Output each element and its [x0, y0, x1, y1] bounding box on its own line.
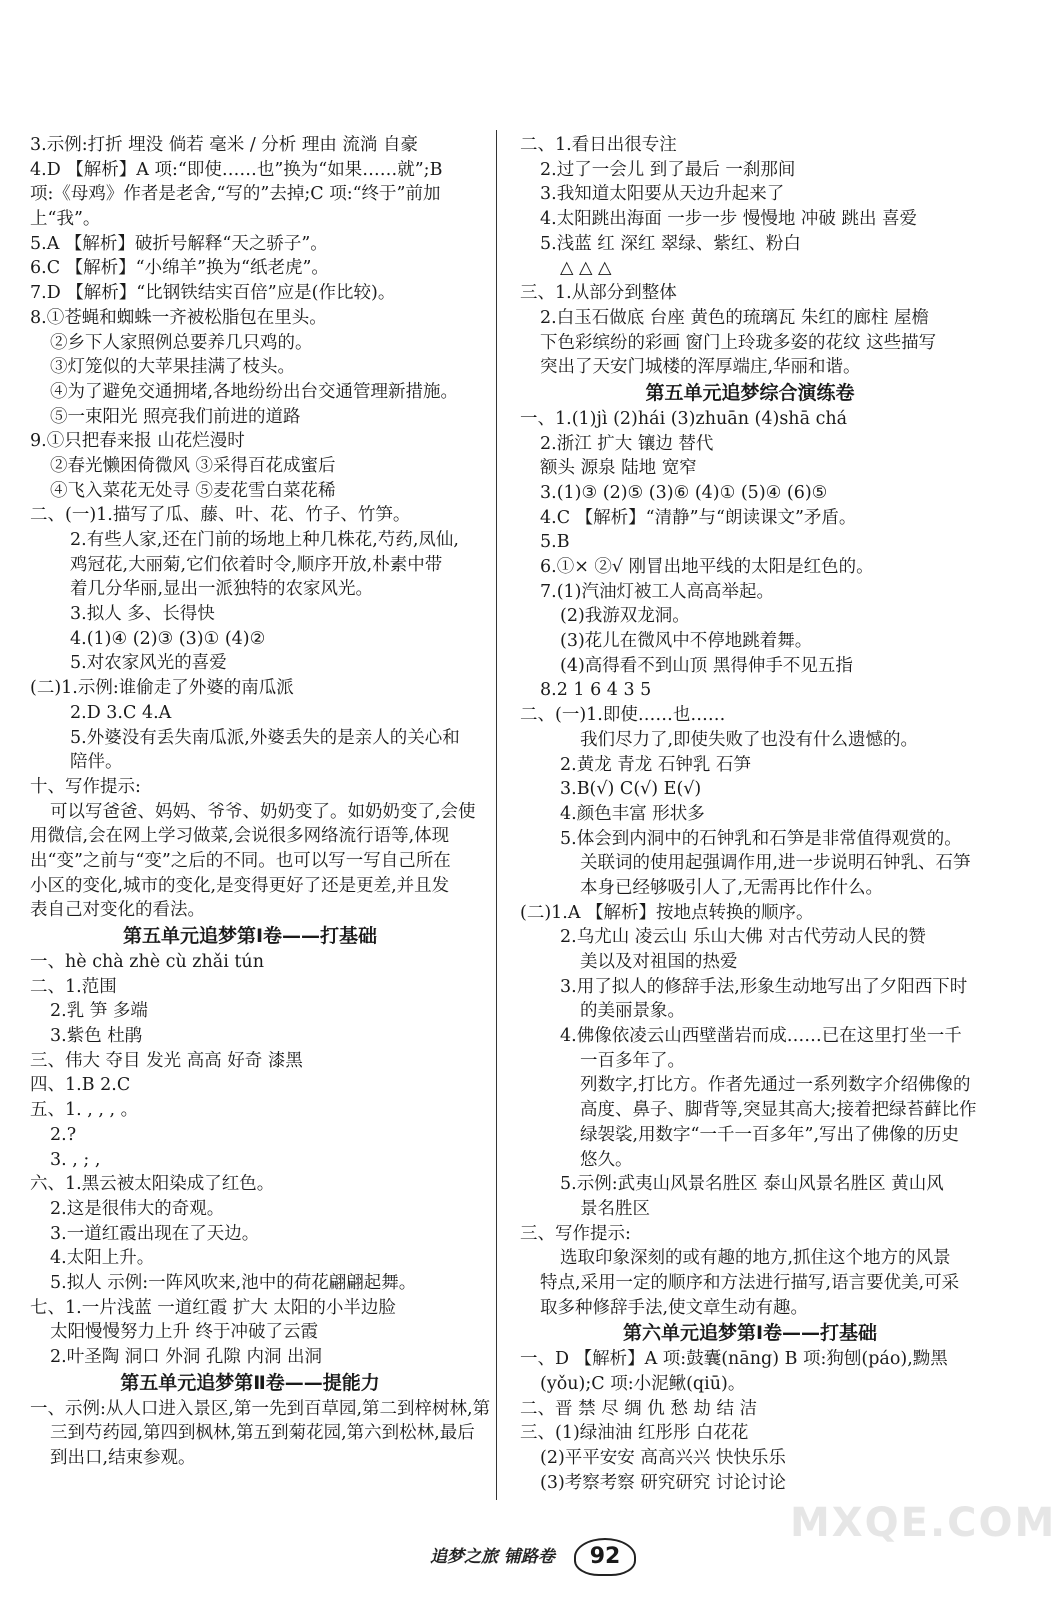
answer-line: 陪伴。	[70, 752, 123, 773]
answer-line: 3. , ; ,	[50, 1149, 101, 1170]
answer-line: 关联词的使用起强调作用,进一步说明石钟乳、石笋	[580, 853, 971, 874]
footer-logo: 追梦之旅 铺路卷	[430, 1547, 555, 1567]
section-heading: 第五单元追梦第Ⅱ卷——提能力	[120, 1371, 380, 1394]
answer-line: 一、D 【解析】A 项:鼓囊(nāng) B 项:狗刨(páo),黝黑	[520, 1349, 948, 1370]
answer-line: (二)1.示例:谁偷走了外婆的南瓜派	[30, 678, 294, 699]
left-column	[30, 133, 491, 1471]
section-heading: 第五单元追梦综合演练卷	[645, 381, 855, 404]
answer-line: ②乡下人家照例总要养几只鸡的。	[50, 332, 313, 353]
answer-line: 3.拟人 多、长得快	[70, 604, 215, 625]
answer-line: 2.乳 笋 多端	[50, 1001, 148, 1022]
answer-line: 三、写作提示:	[520, 1223, 631, 1244]
column-divider	[496, 130, 497, 1500]
answer-line: 六、1.黑云被太阳染成了红色。	[30, 1174, 275, 1195]
answer-line: 选取印象深刻的或有趣的地方,抓住这个地方的风景	[560, 1248, 951, 1269]
answer-line: 5.拟人 示例:一阵风吹来,池中的荷花翩翩起舞。	[50, 1272, 417, 1293]
answer-line: 4.(1)④ (2)③ (3)① (4)②	[70, 628, 266, 649]
answer-line: 三、(1)绿油油 红彤彤 白花花	[520, 1423, 749, 1444]
answer-line: 三到芍药园,第四到枫林,第五到菊花园,第六到松林,最后	[50, 1423, 475, 1444]
answer-line: 8.①苍蝇和蜘蛛一齐被松脂包在里头。	[30, 307, 327, 328]
answer-line: 8.2 1 6 4 3 5	[540, 680, 652, 701]
section-heading: 第五单元追梦第Ⅰ卷——打基础	[122, 925, 378, 947]
answer-line: ③灯笼似的大苹果挂满了枝头。	[50, 357, 295, 378]
answer-line: 太阳慢慢努力上升 终于冲破了云霞	[50, 1322, 319, 1343]
answer-line: 本身已经够吸引人了,无需再比作什么。	[580, 877, 884, 898]
answer-line: 绿袈裟,用数字“一千一百多年”,写出了佛像的历史	[580, 1124, 960, 1145]
answer-line: 2.乌尤山 凌云山 乐山大佛 对古代劳动人民的赞	[560, 927, 926, 948]
answer-line: (2)我游双龙洞。	[560, 606, 690, 627]
answer-line: 到出口,结束参观。	[50, 1448, 196, 1469]
answer-line: 5.A 【解析】破折号解释“天之骄子”。	[30, 233, 328, 254]
answer-line: 2.这是很伟大的奇观。	[50, 1198, 225, 1219]
answer-line: (3)考察考察 研究研究 讨论讨论	[540, 1472, 786, 1493]
answer-line: 突出了天安门城楼的浑厚端庄,华丽和谐。	[540, 357, 861, 378]
answer-line: 4.C 【解析】“清静”与“朗读课文”矛盾。	[540, 507, 857, 528]
answer-line: 悠久。	[580, 1149, 633, 1170]
answer-line: 列数字,打比方。作者先通过一系列数字介绍佛像的	[580, 1075, 971, 1096]
answer-line: 高度、鼻子、脚背等,突显其高大;接着把绿苔藓比作	[580, 1100, 977, 1121]
answer-line: 5.对农家风光的喜爱	[70, 653, 227, 674]
answer-line: 二、1.范围	[30, 976, 117, 997]
answer-line: ②春光懒困倚微风 ③采得百花成蜜后	[50, 455, 336, 476]
answer-line: 可以写爸爸、妈妈、爷爷、奶奶变了。如奶奶变了,会使	[50, 801, 476, 822]
right-column	[520, 133, 980, 1495]
answer-line: 3.B(√) C(√) E(√)	[560, 779, 702, 800]
answer-line: 项:《母鸡》作者是老舍,“写的”去掉;C 项:“终于”前加	[30, 184, 441, 205]
answer-line: 三、伟大 夺目 发光 高高 好奇 漆黑	[30, 1050, 303, 1071]
answer-line: 2.有些人家,还在门前的场地上种几株花,芍药,凤仙,	[70, 530, 459, 550]
answer-line: (4)高得看不到山顶 黑得伸手不见五指	[560, 655, 853, 676]
answer-line: 额头 源泉 陆地 宽窄	[540, 458, 697, 479]
section-heading: 第六单元追梦第Ⅰ卷——打基础	[622, 1322, 878, 1345]
answer-line: 着几分华丽,显出一派独特的农家风光。	[70, 579, 374, 600]
answer-line: ④为了避免交通拥堵,各地纷纷出台交通管理新措施。	[50, 381, 459, 402]
answer-line: 5.体会到内洞中的石钟乳和石笋是非常值得观赏的。	[560, 828, 962, 849]
answer-line: 7.D 【解析】“比钢铁结实百倍”应是(作比较)。	[30, 283, 396, 304]
answer-line: 2.白玉石做底 台座 黄色的琉璃瓦 朱红的廊柱 屋檐	[540, 307, 929, 328]
answer-line: △ △ △	[560, 258, 612, 279]
answer-line: 下色彩缤纷的彩画 窗门上玲珑多姿的花纹 这些描写	[540, 332, 937, 353]
answer-line: 3.紫色 杜鹃	[50, 1026, 143, 1047]
answer-line: 二、晋 禁 尽 绸 仇 愁 劫 结 洁	[520, 1398, 758, 1419]
answer-line: 2.黄龙 青龙 石钟乳 石笋	[560, 754, 751, 775]
answer-line: ④飞入菜花无处寻 ⑤麦花雪白菜花稀	[50, 480, 336, 501]
answer-line: 2.过了一会儿 到了最后 一刹那间	[540, 159, 796, 180]
answer-line: 鸡冠花,大丽菊,它们依着时令,顺序开放,朴素中带	[70, 554, 443, 575]
answer-line: 小区的变化,城市的变化,是变得更好了还是更差,并且发	[30, 875, 450, 896]
answer-line: (二)1.A 【解析】按地点转换的顺序。	[520, 902, 814, 923]
answer-line: 5.外婆没有丢失南瓜派,外婆丢失的是亲人的关心和	[70, 727, 460, 748]
answer-line: 9.①只把春来报 山花烂漫时	[30, 431, 245, 452]
answer-line: 四、1.B 2.C	[30, 1075, 131, 1096]
answer-line: 6.C 【解析】“小绵羊”换为“纸老虎”。	[30, 258, 329, 279]
answer-line: 3.(1)③ (2)⑤ (3)⑥ (4)① (5)④ (6)⑤	[540, 482, 828, 503]
answer-line: 美以及对祖国的热爱	[580, 952, 738, 972]
answer-line: 2.?	[50, 1124, 77, 1145]
answer-line: (3)花儿在微风中不停地跳着舞。	[560, 631, 813, 652]
answer-line: 二、(一)1.描写了瓜、藤、叶、花、竹子、竹笋。	[30, 505, 411, 526]
answer-line: 特点,采用一定的顺序和方法进行描写,语言要优美,可采	[540, 1272, 960, 1293]
answer-line: 二、1.看日出很专注	[520, 135, 677, 155]
answer-line: 5.浅蓝 红 深红 翠绿、紫红、粉白	[540, 233, 801, 254]
answer-line: 5.示例:武夷山风景名胜区 泰山风景名胜区 黄山风	[560, 1174, 944, 1195]
answer-line: ⑤一束阳光 照亮我们前进的道路	[50, 406, 301, 427]
answer-line: 出“变”之前与“变”之后的不同。也可以写一写自己所在	[30, 850, 451, 871]
answer-line: 取多种修辞手法,使文章生动有趣。	[540, 1297, 809, 1318]
answer-line: (2)平平安安 高高兴兴 快快乐乐	[540, 1448, 786, 1469]
answer-line: 七、1.一片浅蓝 一道红霞 扩大 太阳的小半边脸	[30, 1297, 396, 1318]
answer-line: 景名胜区	[580, 1198, 650, 1219]
answer-line: 二、(一)1.即使……也……	[520, 705, 726, 726]
answer-line: 十、写作提示:	[30, 776, 141, 797]
watermark-logo: MXQE.COM	[790, 1500, 1056, 1546]
answer-line: 五、1. , , , 。	[30, 1100, 139, 1121]
answer-line: 的美丽景象。	[580, 1001, 685, 1022]
answer-line: 3.用了拟人的修辞手法,形象生动地写出了夕阳西下时	[560, 976, 968, 997]
answer-line: 一百多年了。	[580, 1050, 685, 1071]
answer-line: 4.D 【解析】A 项:“即使……也”换为“如果……就”;B	[30, 159, 443, 180]
page-number: 92	[574, 1538, 636, 1576]
answer-line: 4.太阳跳出海面 一步一步 慢慢地 冲破 跳出 喜爱	[540, 209, 918, 230]
answer-line: 4.颜色丰富 形状多	[560, 803, 705, 824]
answer-line: 2.D 3.C 4.A	[70, 702, 172, 723]
answer-line: 三、1.从部分到整体	[520, 283, 677, 304]
answer-line: 上“我”。	[30, 209, 101, 230]
answer-line: 4.佛像依凌云山西壁凿岩而成……已在这里打坐一千	[560, 1026, 962, 1047]
answer-line: 2.叶圣陶 洞口 外洞 孔隙 内洞 出洞	[50, 1347, 323, 1367]
answer-line: 一、1.(1)jì (2)hái (3)zhuān (4)shā chá	[520, 408, 848, 429]
answer-line: 用微信,会在网上学习做菜,会说很多网络流行语等,体现	[30, 826, 450, 847]
answer-line: (yǒu);C 项:小泥鳅(qiū)。	[540, 1374, 746, 1394]
answer-line: 2.浙江 扩大 镶边 替代	[540, 433, 714, 454]
answer-line: 一、hè chà zhè cù zhǎi tún	[30, 952, 264, 972]
answer-line: 5.B	[540, 532, 570, 553]
answer-line: 表自己对变化的看法。	[30, 900, 205, 921]
answer-line: 6.①× ②√ 刚冒出地平线的太阳是红色的。	[540, 557, 874, 577]
answer-line: 3.我知道太阳要从天边升起来了	[540, 184, 785, 205]
answer-line: 7.(1)汽油灯被工人高高举起。	[540, 581, 774, 602]
answer-line: 一、示例:从人口进入景区,第一先到百草园,第二到梓树林,第	[30, 1398, 491, 1419]
answer-line: 4.太阳上升。	[50, 1248, 155, 1269]
answer-line: 3.一道红霞出现在了天边。	[50, 1223, 260, 1244]
answer-line: 3.示例:打折 埋没 倘若 毫米 / 分析 理由 流淌 自豪	[30, 135, 418, 155]
answer-line: 我们尽力了,即使失败了也没有什么遗憾的。	[580, 729, 919, 750]
